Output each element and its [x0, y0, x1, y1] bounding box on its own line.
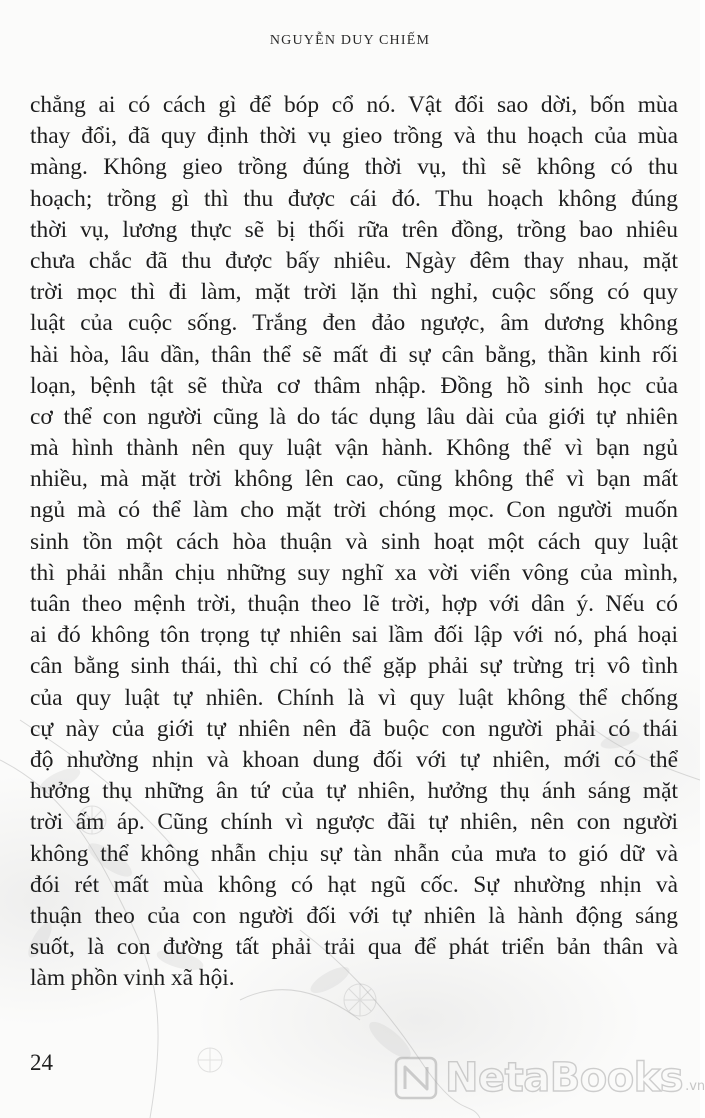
- text-line: chẳng ai có cách gì để bóp cổ nó. Vật đổi sao dời, bốn mùa: [30, 92, 678, 118]
- text-line: mà hình thành nên quy luật vận hành. Không thể vì bạn ngủ: [30, 435, 678, 462]
- page-number: 24: [30, 1050, 53, 1075]
- text-line: thời vụ, lương thực sẽ bị thối rữa trên đồng, trồng bao nhiêu: [30, 216, 678, 243]
- text-line: hoạch; trồng gì thì thu được cái đó. Thu hoạch không đúng: [30, 185, 678, 212]
- text-line: hưởng thụ những ân tứ của tự nhiên, hưởng thụ ánh sáng mặt: [30, 778, 678, 805]
- text-line: chưa chắc đã thu được bấy nhiêu. Ngày đêm thay nhau, mặt: [30, 247, 678, 274]
- netabooks-watermark: [393, 1050, 705, 1106]
- text-line: trời mọc thì đi làm, mặt trời lặn thì nghỉ, cuộc sống có quy: [30, 279, 678, 306]
- text-line: suốt, là con đường tất phải trải qua để phát triển bản thân và: [30, 934, 678, 961]
- text-line: cân bằng sinh thái, thì chỉ có thể gặp phải sự trừng trị vô tình: [30, 653, 678, 680]
- text-line: luật của cuộc sống. Trắng đen đảo ngược, âm dương không: [30, 310, 678, 337]
- text-line: trời ấm áp. Cũng chính vì ngược đãi tự nhiên, nên con người: [30, 809, 678, 836]
- body-text: [30, 90, 678, 994]
- text-line: không thể không nhẫn chịu sự tàn nhẫn của mưa to gió dữ và: [30, 840, 678, 867]
- watermark-brand: NetaBooks: [445, 1055, 684, 1101]
- text-line: ngủ mà có thể làm cho mặt trời chóng mọc. Con người muốn: [30, 497, 678, 524]
- text-line: ai đó không tôn trọng tự nhiên sai lầm đối lập với nó, phá hoại: [30, 622, 678, 649]
- text-line-last: làm phồn vinh xã hội.: [30, 965, 235, 992]
- text-line: cự này của giới tự nhiên nên đã buộc con người phải có thái: [30, 715, 678, 742]
- text-line: cơ thể con người cũng là do tác dụng lâu dài của giới tự nhiên: [30, 403, 678, 430]
- text-line: loạn, bệnh tật sẽ thừa cơ thâm nhập. Đồng hồ sinh học của: [30, 372, 678, 399]
- text-line: độ nhường nhịn và khoan dung đối với tự nhiên, mới có thể: [30, 746, 678, 773]
- text-line: thuận theo của con người đối với tự nhiên là hành động sáng: [30, 902, 678, 929]
- text-line: thì phải nhẫn chịu những suy nghĩ xa vời viển vông của mình,: [30, 559, 678, 586]
- watermark-tld: .vn: [685, 1079, 705, 1094]
- text-line: màng. Không gieo trồng đúng thời vụ, thì sẽ không có thu: [30, 154, 678, 181]
- text-line: đói rét mất mùa không có hạt ngũ cốc. Sự nhường nhịn và: [30, 871, 678, 898]
- text-line: tuân theo mệnh trời, thuận theo lẽ trời, hợp với dân ý. Nếu có: [30, 591, 678, 617]
- netabooks-logo-icon: [393, 1055, 439, 1101]
- text-line: thay đổi, đã quy định thời vụ gieo trồng và thu hoạch của mùa: [30, 123, 678, 150]
- text-line: sinh tồn một cách hòa thuận và sinh hoạt một cách quy luật: [30, 528, 678, 555]
- text-line: của quy luật tự nhiên. Chính là vì quy luật không thể chống: [30, 684, 678, 711]
- text-line: hài hòa, lâu dần, thân thể sẽ mất đi sự cân bằng, thần kinh rối: [30, 341, 678, 368]
- text-line: nhiều, mà mặt trời không lên cao, cũng không thể vì bạn mất: [30, 466, 678, 493]
- running-head-author: NGUYỄN DUY CHIẾM: [269, 33, 431, 48]
